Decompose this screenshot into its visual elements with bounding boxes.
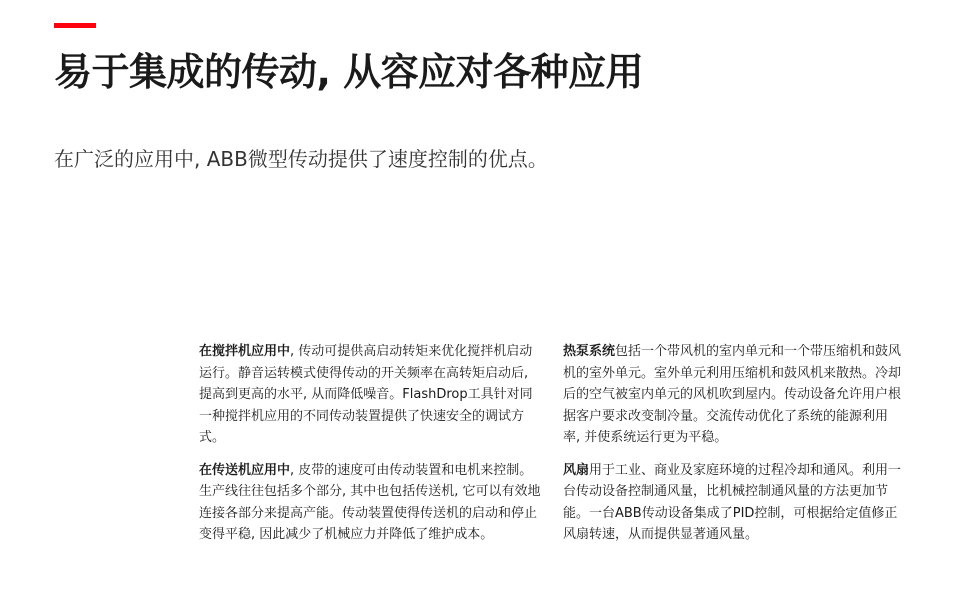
paragraph-conveyor-text: , 皮带的速度可由传动装置和电机来控制。生产线往往包括多个部分, 其中也包括传送机, 它可以有效地连接各部分来提高产能。传动装置使得传送机的启动和停止变得平稳, 因此减少了机械应力并降低了维护成本。 <box>199 462 541 542</box>
page-title: 易于集成的传动, 从容应对各种应用 <box>54 50 644 94</box>
paragraph-fan-text: 用于工业、商业及家庭环境的过程冷却和通风。利用一台传动设备控制通风量，比机械控制通风量的方法更加节能。一台ABB传动设备集成了PID控制，可根据给定值修正风扇转速，从而提供显著通风量。 <box>563 462 902 542</box>
right-column <box>563 341 905 557</box>
paragraph-conveyor-label: 在传送机应用中 <box>199 462 291 478</box>
accent-bar <box>54 23 96 28</box>
paragraph-mixer <box>199 341 541 449</box>
paragraph-mixer-text: , 传动可提供高启动转矩来优化搅拌机启动运行。静音运转模式使得传动的开关频率在高转矩启动后, 提高到更高的水平, 从而降低噪音。FlashDrop工具针对同一种搅拌机应用的不同传动装置提供了快速安全的调试方式。 <box>199 344 533 445</box>
paragraph-conveyor <box>199 460 541 546</box>
paragraph-mixer-label: 在搅拌机应用中 <box>199 344 291 359</box>
lead-paragraph: 在广泛的应用中, ABB微型传动提供了速度控制的优点。 <box>54 147 548 171</box>
paragraph-heat-pump-text: 包括一个带风机的室内单元和一个带压缩机和鼓风机的室外单元。室外单元利用压缩机和鼓风机来散热。冷却后的空气被室内单元的风机吹到屋内。传动设备允许用户根据客户要求改变制冷量。交流传动优化了系统的能源利用率, 并使系统运行更为平稳。 <box>563 344 902 445</box>
left-column <box>199 341 541 557</box>
paragraph-fan-label: 风扇 <box>563 462 590 478</box>
paragraph-heat-pump-label: 热泵系统 <box>563 344 616 359</box>
paragraph-fan <box>563 460 905 546</box>
paragraph-heat-pump <box>563 341 905 449</box>
